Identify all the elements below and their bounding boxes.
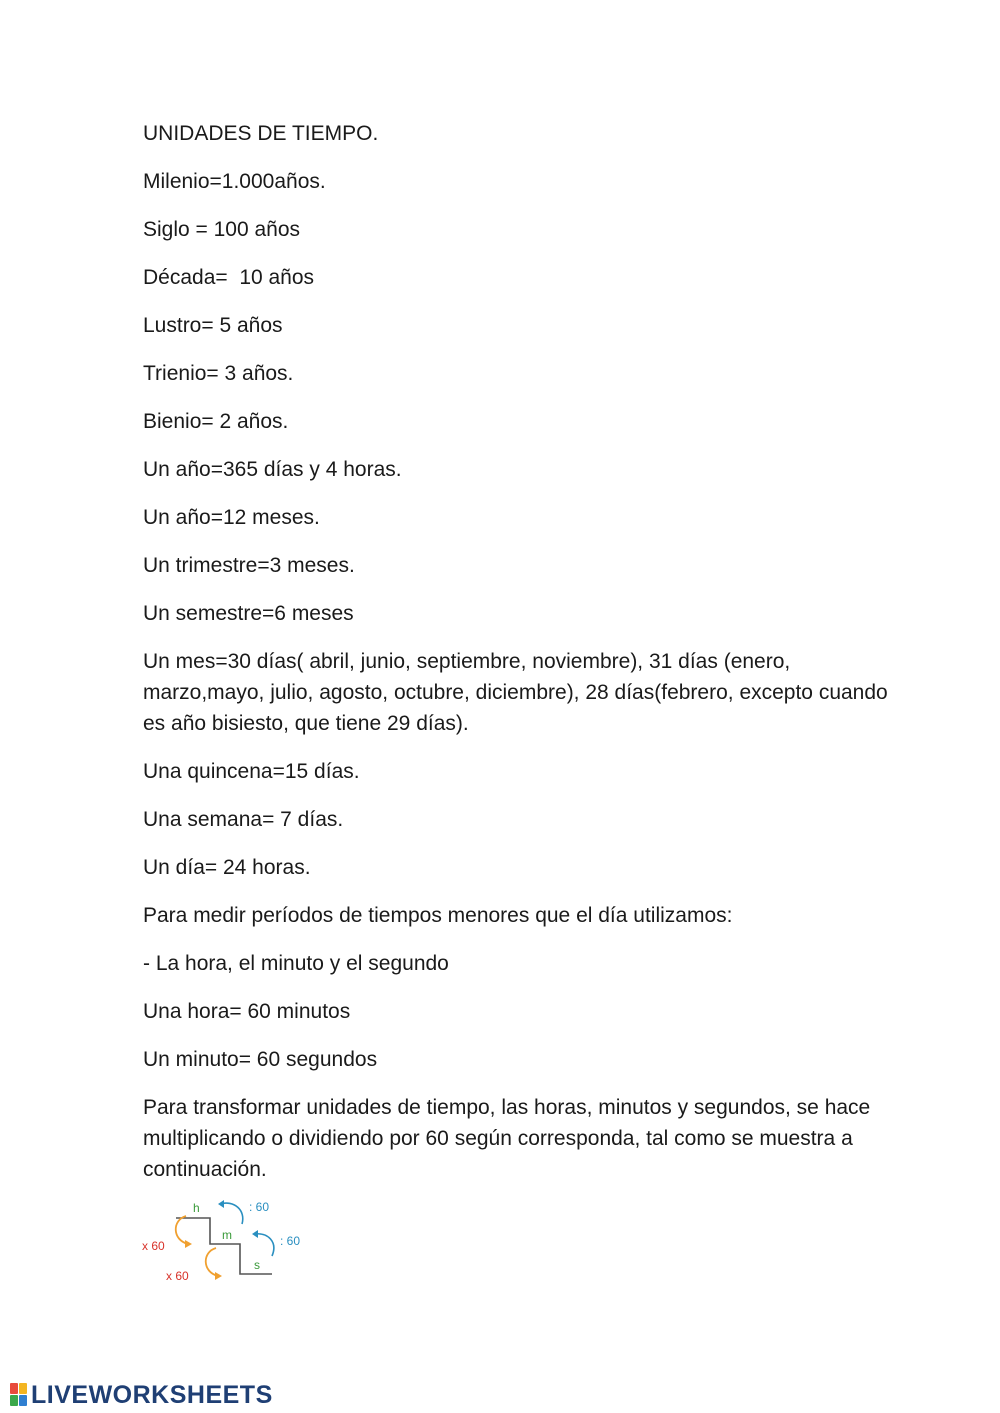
text-line: Un año=12 meses. [143, 506, 320, 529]
text-line: - La hora, el minuto y el segundo [143, 952, 449, 975]
multiply-label-top: x 60 [142, 1239, 165, 1253]
text-line: Siglo = 100 años [143, 218, 301, 241]
multiply-arrow-top [176, 1216, 188, 1244]
text-line: Una semana= 7 días. [143, 808, 344, 831]
text-line: Un trimestre=3 meses. [143, 554, 355, 577]
divide-arrowhead-top [218, 1200, 224, 1208]
text-line: Un día= 24 horas. [143, 856, 311, 879]
text-line: Lustro= 5 años [143, 314, 283, 337]
text-paragraph: Para transformar unidades de tiempo, las horas, minutos y segundos, se hace multiplicando o dividiendo por 60 según corresponda, tal como se muestra a continuación. [143, 1096, 877, 1181]
text-line: Un minuto= 60 segundos [143, 1048, 378, 1071]
liveworksheets-logo [10, 1380, 273, 1410]
document-title: UNIDADES DE TIEMPO. [143, 122, 379, 145]
divide-label-bottom: : 60 [280, 1234, 301, 1248]
text-line: Una quincena=15 días. [143, 760, 360, 783]
label-seconds: s [254, 1258, 260, 1272]
multiply-arrow-bottom [206, 1248, 218, 1276]
text-line: Para medir períodos de tiempos menores que el día utilizamos: [143, 904, 733, 927]
text-line: Milenio=1.000años. [143, 170, 326, 193]
time-conversion-diagram [138, 1192, 318, 1292]
divide-label-top: : 60 [249, 1200, 270, 1214]
text-paragraph: Un mes=30 días( abril, junio, septiembre, noviembre), 31 días (enero, marzo,mayo, julio, agosto, octubre, diciembre), 28 días(febrero, excepto cuando es año bisiesto, que tiene 29 días). [143, 650, 894, 735]
logo-text: LIVEWORKSHEETS [31, 1380, 273, 1409]
multiply-arrowhead-bottom [215, 1272, 222, 1280]
logo-badge-icon [10, 1383, 28, 1407]
text-line: Trienio= 3 años. [143, 362, 294, 385]
multiply-label-bottom: x 60 [166, 1269, 189, 1283]
text-line: Década= 10 años [143, 266, 315, 289]
document-body [143, 118, 913, 1202]
label-hours: h [193, 1201, 200, 1215]
multiply-arrowhead-top [185, 1240, 192, 1248]
divide-arrowhead-bottom [252, 1230, 258, 1238]
label-minutes: m [222, 1228, 232, 1242]
text-line: Bienio= 2 años. [143, 410, 289, 433]
text-line: Un año=365 días y 4 horas. [143, 458, 402, 481]
text-line: Una hora= 60 minutos [143, 1000, 351, 1023]
text-line: Un semestre=6 meses [143, 602, 354, 625]
